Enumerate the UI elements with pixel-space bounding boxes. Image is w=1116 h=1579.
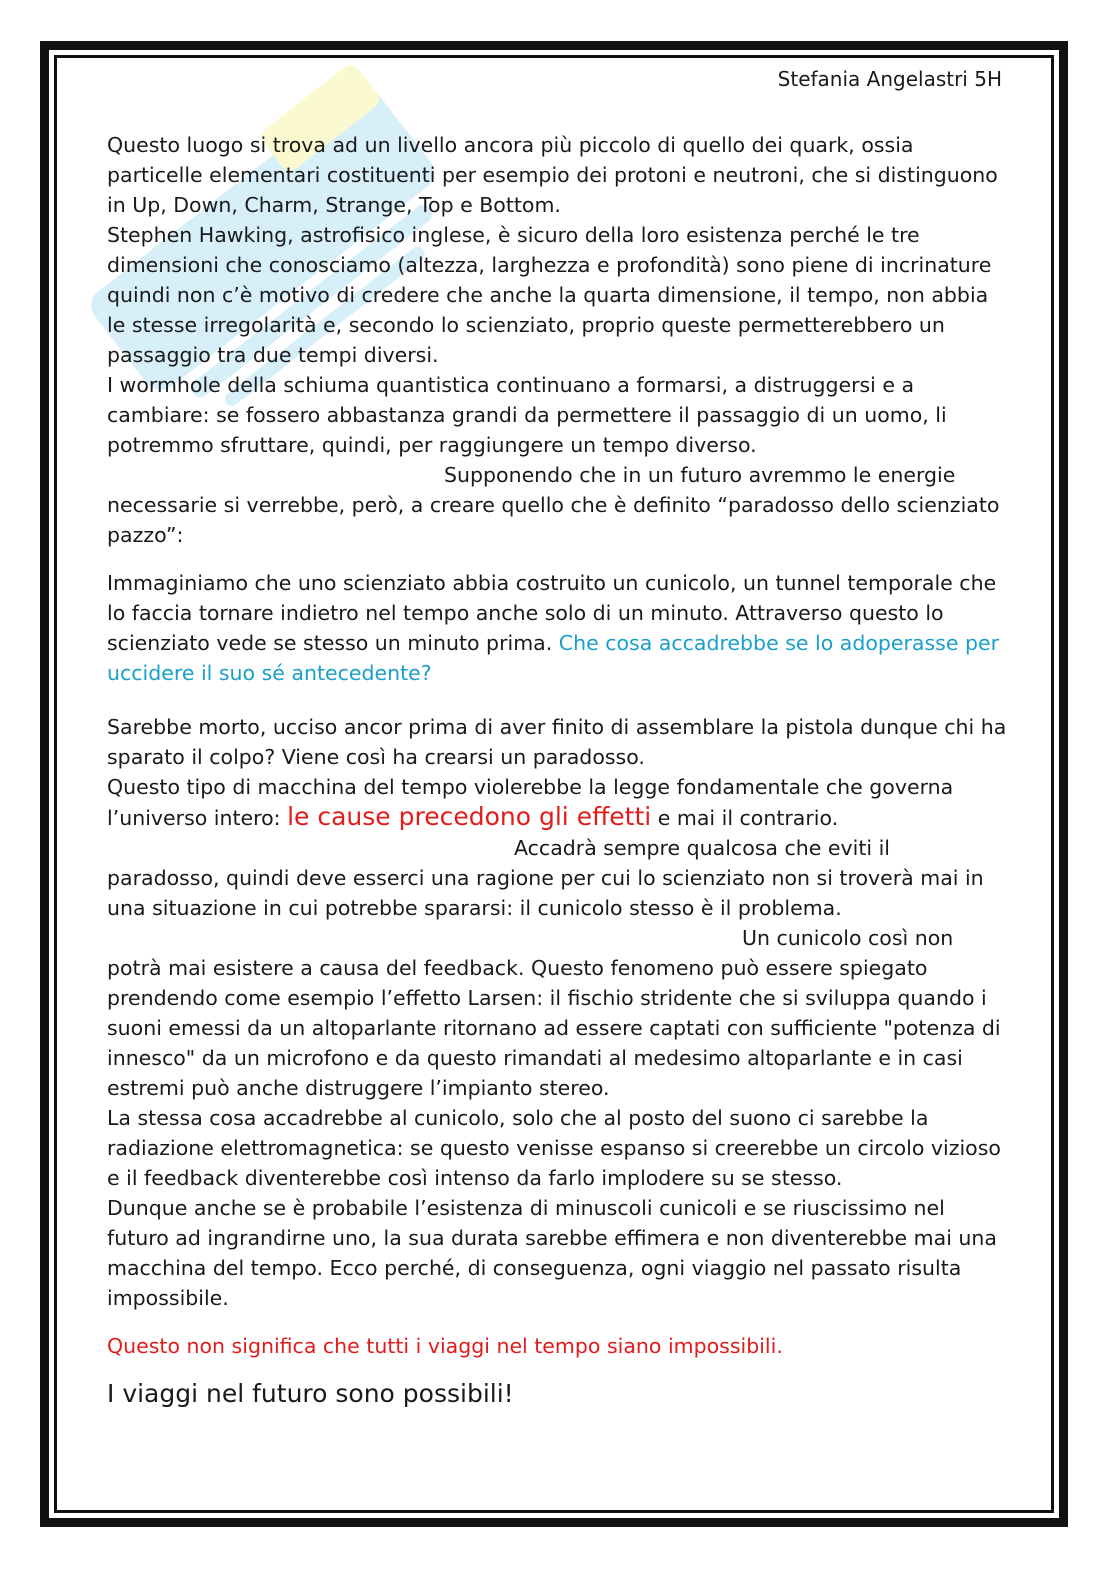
- paragraph-mad-scientist: [107, 568, 1012, 688]
- paragraph-conclusion: Dunque anche se è probabile l’esistenza di minuscoli cunicoli e se riuscissimo nel futuro ad ingrandirne uno, la sua durata sarebbe effimera e non diventerebbe mai una macchina del tempo. Ecco perché, di conseguenza, ogni viaggio nel passato risulta impossibile.: [107, 1196, 997, 1310]
- scientist-question-highlight: Che cosa accadrebbe se lo adoperasse per uccidere il suo sé antecedente?: [107, 631, 1000, 685]
- paragraph-energy-lead: Supponendo che in un futuro avremmo le energie: [444, 463, 956, 487]
- paragraph-quarks: Questo luogo si trova ad un livello ancora più piccolo di quello dei quark, ossia particelle elementari costituenti per esempio dei protoni e neutroni, che si distinguono in Up, Down, Charm, Strange, Top e Bottom.: [107, 133, 998, 217]
- paragraph-feedback: potrà mai esistere a causa del feedback. Questo fenomeno può essere spiegato prendendo come esempio l’effetto Larsen: il fischio stridente che si sviluppa quando i suoni emessi da un altoparlante ritornano ad essere captati con sufficiente "potenza di innesco" da un microfono e da questo rimandati al medesimo altoparlante e in casi estremi può anche distruggere l’impianto stereo.: [107, 956, 1001, 1100]
- document-body: [107, 130, 1012, 1411]
- scientist-scenario-text: Immaginiamo che uno scienziato abbia costruito un cunicolo, un tunnel temporale che lo faccia tornare indietro nel tempo anche solo di un minuto. Attraverso questo lo scienziato vede se stesso un minuto prima.: [107, 571, 997, 655]
- paragraph-not-impossible: Questo non significa che tutti i viaggi nel tempo siano impossibili.: [107, 1334, 783, 1358]
- paragraph-radiation: La stessa cosa accadrebbe al cunicolo, solo che al posto del suono ci sarebbe la radiazione elettromagnetica: se questo venisse espanso si creerebbe un circolo vizioso e il feedback diventerebbe così intenso da farlo implodere su se stesso.: [107, 1106, 1001, 1190]
- paragraph-avoid-lead: Accadrà sempre qualcosa che eviti il: [514, 836, 890, 860]
- paragraph-energy: necessarie si verrebbe, però, a creare quello che è definito “paradosso dello scienziato pazzo”:: [107, 493, 1000, 547]
- law-text-post: e mai il contrario.: [651, 806, 839, 830]
- law-highlight: le cause precedono gli effetti: [287, 802, 652, 831]
- paragraph-paradox: Sarebbe morto, ucciso ancor prima di aver finito di assemblare la pistola dunque chi ha sparato il colpo? Viene così ha crearsi un paradosso.: [107, 715, 1007, 769]
- paragraph-avoid: paradosso, quindi deve esserci una ragione per cui lo scienziato non si troverà mai in una situazione in cui potrebbe spararsi: il cunicolo stesso è il problema.: [107, 866, 984, 920]
- paragraph-wormhole: I wormhole della schiuma quantistica continuano a formarsi, a distruggersi e a cambiare: se fossero abbastanza grandi da permettere il passaggio di un uomo, li potremmo sfruttare, quindi, per raggiungere un tempo diverso.: [107, 373, 947, 457]
- paragraph-fundamental-law: [107, 772, 1012, 833]
- paragraph-future-possible: I viaggi nel futuro sono possibili!: [107, 1379, 514, 1408]
- paragraph-hawking: Stephen Hawking, astrofisico inglese, è sicuro della loro esistenza perché le tre dimensioni che conosciamo (altezza, larghezza e profondità) sono piene di incrinature quindi non c’è motivo di credere che anche la quarta dimensione, il tempo, non abbia le stesse irregolarità e, secondo lo scienziato, proprio queste permetterebbero un passaggio tra due tempi diversi.: [107, 223, 992, 367]
- author-name: Stefania Angelastri 5H: [777, 67, 1002, 91]
- law-text-pre: Questo tipo di macchina del tempo violerebbe la legge fondamentale che governa l’universo intero:: [107, 775, 954, 830]
- paragraph-feedback-lead: Un cunicolo così non: [742, 926, 954, 950]
